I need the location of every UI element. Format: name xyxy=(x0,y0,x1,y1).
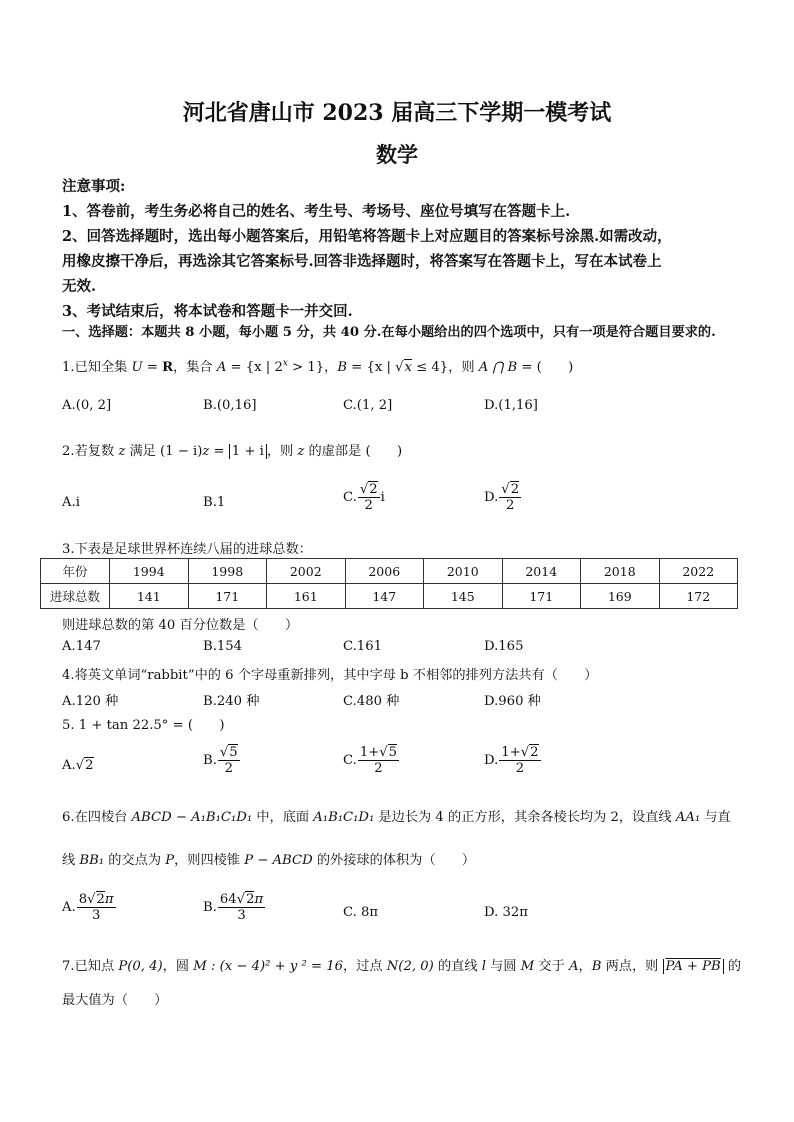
q1-exponent: x xyxy=(282,358,288,369)
fraction: $\frac{1+√2}{2}$ xyxy=(501,745,539,777)
table-header-cell: 进球总数 xyxy=(41,584,110,609)
q2-option-label: C. xyxy=(343,490,357,506)
q2-symbol: z xyxy=(202,444,210,459)
q1-option-d[interactable]: D.(1,16] xyxy=(484,398,538,413)
q7-symbol: B xyxy=(591,959,602,974)
table-cell: 172 xyxy=(659,584,738,609)
q1-text: ，则 xyxy=(448,360,479,375)
q1-symbol: R xyxy=(162,360,174,375)
table-row xyxy=(41,584,738,609)
q7-text: 与圆 xyxy=(485,959,521,974)
table-cell: 171 xyxy=(188,584,267,609)
q6-symbol: P − ABCD xyxy=(244,853,313,868)
q3-option-b[interactable]: B.154 xyxy=(203,639,243,654)
q1-text: = ( ) xyxy=(517,360,574,375)
table-cell: 171 xyxy=(502,584,581,609)
table-cell: 1994 xyxy=(110,559,189,584)
table-cell: 2002 xyxy=(267,559,346,584)
q4-option-a[interactable]: A.120 种 xyxy=(62,694,119,709)
q2-option-b[interactable]: B.1 xyxy=(203,495,226,510)
q3-option-a[interactable]: A.147 xyxy=(62,639,101,654)
q6-symbol: A₁B₁C₁D₁ xyxy=(313,810,375,825)
q3-option-d[interactable]: D.165 xyxy=(484,639,524,654)
radicand: 2 xyxy=(530,745,539,760)
q7-vector-sum: PA + PB xyxy=(663,959,724,974)
goals-table xyxy=(40,558,738,609)
table-cell: 147 xyxy=(345,584,424,609)
fraction: $\frac{64√2\pi}{3}$ xyxy=(219,892,264,924)
q5-option-label: D. xyxy=(484,753,499,769)
q4-option-c[interactable]: C.480 种 xyxy=(343,694,400,709)
fraction: $\frac{√2}{2}$ xyxy=(359,482,378,514)
instructions-heading: 注意事项: xyxy=(62,178,126,195)
numerator-prefix: 1+ xyxy=(501,745,521,760)
q1-symbol: U xyxy=(131,360,143,375)
numerator-prefix: 64 xyxy=(219,892,237,907)
q2-option-label: D. xyxy=(484,490,499,506)
q6-text: 是边长为 4 的正方形，其余各棱长均为 2，设直线 xyxy=(374,810,676,825)
q3-option-c[interactable]: C.161 xyxy=(343,639,382,654)
q1-text: ，集合 xyxy=(173,360,217,375)
q1-option-b[interactable]: B.(0,16] xyxy=(203,398,257,413)
q6-text: 与直 xyxy=(700,810,731,825)
q1-option-a[interactable]: A.(0, 2] xyxy=(62,398,112,413)
radicand: 2 xyxy=(96,892,105,907)
q6-option-label: B. xyxy=(203,900,217,916)
q6-option-b[interactable] xyxy=(203,892,266,923)
q5-option-a[interactable]: A.√2 xyxy=(62,758,94,773)
instruction-item: 无效. xyxy=(62,278,97,295)
q7-symbol: M : (x − 4)² + y ² = 16 xyxy=(193,959,343,974)
q2-text: 满足 (1 − i) xyxy=(125,444,203,459)
q6-symbol: BB₁ xyxy=(79,853,105,868)
denominator: 2 xyxy=(515,761,525,777)
q6-symbol: ABCD − A₁B₁C₁D₁ xyxy=(131,810,253,825)
q7-symbol: l xyxy=(481,959,486,974)
q2-absolute-value: 1 + i xyxy=(229,444,267,459)
question-4: 4.将英文单词“rabbit”中的 6 个字母重新排列，其中字母 b 不相邻的排列方法共有（ ） xyxy=(62,668,598,683)
q4-option-b[interactable]: B.240 种 xyxy=(203,694,260,709)
fraction: $\frac{1+√5}{2}$ xyxy=(359,745,398,777)
q6-text: 的交点为 xyxy=(104,853,166,868)
q7-symbol: M xyxy=(520,959,535,974)
q1-text: ≤ 4} xyxy=(411,360,449,375)
q2-symbol: z xyxy=(118,444,126,459)
q1-text: ， xyxy=(324,360,338,375)
fraction: $\frac{8√2\pi}{3}$ xyxy=(78,892,114,924)
q6-symbol: P xyxy=(165,853,175,868)
q1-text: = {x | xyxy=(347,360,396,375)
q2-option-c[interactable] xyxy=(343,482,385,513)
q7-symbol: N(2, 0) xyxy=(386,959,434,974)
radicand: 2 xyxy=(246,892,255,907)
q6-option-label: A. xyxy=(62,900,76,916)
table-header-cell: 年份 xyxy=(41,559,110,584)
q1-text: = xyxy=(142,360,163,375)
denominator: 2 xyxy=(374,761,383,777)
q1-radicand: x xyxy=(404,360,412,375)
table-cell: 169 xyxy=(581,584,660,609)
question-3: 3.下表是足球世界杯连续八届的进球总数： xyxy=(62,542,312,557)
question-7 xyxy=(62,955,741,974)
q1-symbol: B xyxy=(337,360,348,375)
q6-text: 6.在四棱台 xyxy=(62,810,132,825)
q5-option-c[interactable] xyxy=(343,745,400,776)
q4-option-d[interactable]: D.960 种 xyxy=(484,694,541,709)
table-cell: 2010 xyxy=(424,559,503,584)
q6-option-c[interactable]: C. 8π xyxy=(343,905,379,920)
q2-option-d[interactable] xyxy=(484,482,522,513)
question-2 xyxy=(62,440,402,459)
radicand: 5 xyxy=(229,745,238,760)
q5-option-d[interactable] xyxy=(484,745,542,776)
denominator: 2 xyxy=(224,761,233,777)
instruction-item: 3、考试结束后，将本试卷和答题卡一并交回. xyxy=(62,303,353,320)
q5-option-label: B. xyxy=(203,753,217,769)
q2-text: = xyxy=(209,444,229,459)
table-row xyxy=(41,559,738,584)
instruction-item: 1、答卷前，考生务必将自己的姓名、考生号、考场号、座位号填写在答题卡上. xyxy=(62,203,571,220)
question-3-prompt: 则进球总数的第 40 百分位数是（ ） xyxy=(62,618,299,633)
q2-text: 的虚部是 ( ) xyxy=(304,444,403,459)
radicand: 2 xyxy=(85,758,94,773)
question-6-line2 xyxy=(62,849,475,868)
q6-text: ，则四棱锥 xyxy=(174,853,245,868)
table-cell: 2014 xyxy=(502,559,581,584)
q1-option-c[interactable]: C.(1, 2] xyxy=(343,398,393,413)
denominator: 2 xyxy=(364,498,373,514)
q6-option-a[interactable] xyxy=(62,892,117,923)
question-5: 5. 1 + tan 22.5° = ( ) xyxy=(62,718,225,733)
q2-option-a[interactable]: A.i xyxy=(62,495,80,510)
fraction: $\frac{√5}{2}$ xyxy=(219,745,238,777)
q7-text: 7.已知点 xyxy=(62,959,119,974)
q2-symbol: z xyxy=(297,444,305,459)
fraction: $\frac{√2}{2}$ xyxy=(501,482,520,514)
exam-subject: 数学 xyxy=(376,142,418,167)
q5-option-label: C. xyxy=(343,753,357,769)
table-cell: 2022 xyxy=(659,559,738,584)
q6-text: 的外接球的体积为（ ） xyxy=(312,853,476,868)
radicand: 2 xyxy=(510,482,520,497)
q1-text: 1.已知全集 xyxy=(62,360,132,375)
radicand: 5 xyxy=(388,745,398,760)
q2-text: ，则 xyxy=(266,444,298,459)
q2-text: 2.若复数 xyxy=(62,444,119,459)
pi-symbol: π xyxy=(254,892,264,907)
section-heading: 一、选择题：本题共 8 小题，每小题 5 分，共 40 分.在每小题给出的四个选项中，只有一项是符合题目要求的. xyxy=(62,325,716,340)
instruction-item: 2、回答选择题时，选出每小题答案后，用铅笔将答题卡上对应题目的答案标号涂黑.如需改动， xyxy=(62,228,672,245)
exam-title: 河北省唐山市 2023 届高三下学期一模考试 xyxy=(182,100,612,126)
table-cell: 2006 xyxy=(345,559,424,584)
instructions xyxy=(62,174,742,324)
q7-text: 的 xyxy=(723,959,742,974)
q7-text: 两点，则 xyxy=(601,959,663,974)
q2-option-suffix: i xyxy=(380,490,385,506)
question-7-line2: 最大值为（ ） xyxy=(62,993,168,1008)
table-cell: 145 xyxy=(424,584,503,609)
q5-option-label: A. xyxy=(62,758,76,773)
q7-text: ，过点 xyxy=(343,959,387,974)
q5-option-b[interactable] xyxy=(203,745,241,776)
table-cell: 161 xyxy=(267,584,346,609)
q1-text: > 1} xyxy=(287,360,325,375)
q6-option-d[interactable]: D. 32π xyxy=(484,905,528,920)
numerator-prefix: 1+ xyxy=(359,745,380,760)
q7-text: 的直线 xyxy=(433,959,482,974)
table-cell: 2018 xyxy=(581,559,660,584)
q1-text: = {x | 2 xyxy=(226,360,283,375)
numerator-prefix: 8 xyxy=(78,892,88,907)
question-6 xyxy=(62,806,731,825)
table-cell: 1998 xyxy=(188,559,267,584)
q7-symbol: P(0, 4) xyxy=(118,959,163,974)
instruction-item: 用橡皮擦干净后，再选涂其它答案标号.回答非选择题时，将答案写在答题卡上，写在本试卷上 xyxy=(62,253,662,270)
q6-symbol: AA₁ xyxy=(675,810,701,825)
pi-symbol: π xyxy=(104,892,114,907)
q7-text: ，圆 xyxy=(162,959,194,974)
q7-symbol: A xyxy=(568,959,579,974)
q6-text: 中，底面 xyxy=(252,810,314,825)
radicand: 2 xyxy=(369,482,378,497)
denominator: 2 xyxy=(506,498,515,514)
denominator: 3 xyxy=(237,908,246,924)
q1-symbol: A xyxy=(216,360,227,375)
q6-text: 线 xyxy=(62,853,80,868)
question-1: 1.已知全集 U = R，集合 A = {x | $2^x > 1$}，B = {x | √x ≤ 4}，则 A ⋂ B = ( ) xyxy=(62,358,574,375)
q7-text: 交于 xyxy=(534,959,569,974)
table-cell: 141 xyxy=(110,584,189,609)
q1-symbol: A ⋂ B xyxy=(478,360,518,375)
denominator: 3 xyxy=(91,908,101,924)
q7-text: ， xyxy=(578,959,592,974)
